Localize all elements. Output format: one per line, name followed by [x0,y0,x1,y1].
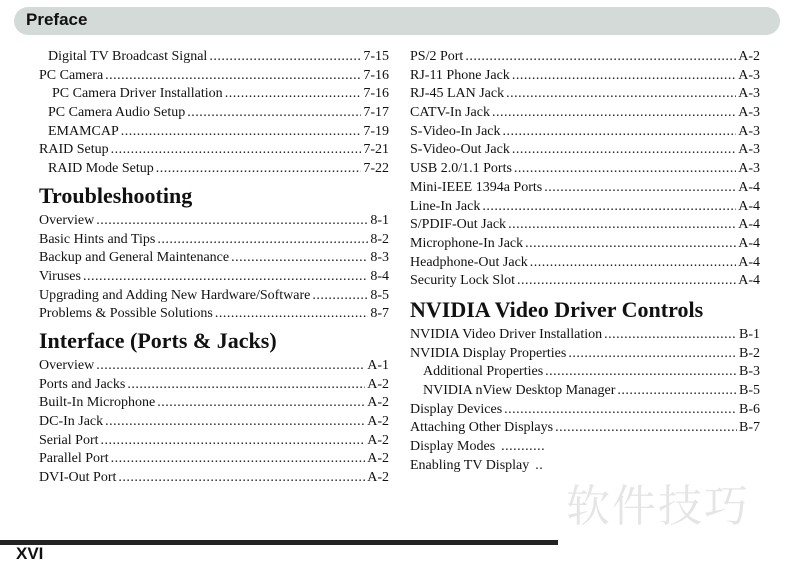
toc-entry-label: NVIDIA nView Desktop Manager [423,383,616,398]
toc-entry[interactable] [410,254,760,273]
toc-entry[interactable] [410,141,760,160]
toc-entry-label: DVI-Out Port [39,470,117,486]
toc-entry[interactable] [39,413,389,432]
toc-entry-page: A-3 [738,161,760,177]
toc-dot-leader [96,212,368,231]
toc-entry-label: S-Video-In Jack [410,123,501,139]
toc-entry[interactable] [39,104,389,123]
toc-entry[interactable] [39,305,389,324]
section-heading-troubleshooting[interactable]: Troubleshooting [39,182,193,208]
toc-entry-label: Microphone-In Jack [410,235,524,251]
toc-entry-page: 8-7 [370,306,389,322]
toc-entry[interactable] [410,123,760,142]
toc-entry-page: A-4 [738,198,760,214]
toc-entry[interactable] [410,419,760,438]
toc-dot-leader [312,287,368,306]
toc-entry-label: RAID Mode Setup [48,161,154,177]
toc-entry-page: A-1 [367,357,389,373]
toc-entry-label: Security Lock Slot [410,273,515,289]
toc-entry-page: B-7 [739,420,760,436]
toc-dot-leader [118,469,365,488]
toc-entry-page: 7-22 [363,161,389,177]
toc-entry-label: NVIDIA Display Properties [410,345,567,361]
page-title: Preface [26,10,88,29]
toc-entry-page: A-4 [738,235,760,251]
toc-entry-page: A-2 [367,376,389,392]
toc-entry-label: CATV-In Jack [410,105,490,121]
toc-entry[interactable] [410,345,760,364]
toc-dot-leader [504,401,737,420]
toc-entry[interactable] [410,160,760,179]
toc-dot-leader [544,179,736,198]
toc-entry-page: 7-17 [363,105,389,121]
toc-entry-page: A-3 [738,123,760,139]
toc-dot-leader [503,123,737,142]
toc-entry-page: A-2 [367,414,389,429]
toc-entry-page: B-5 [739,383,760,398]
toc-entry[interactable] [410,104,760,123]
toc-dot-leader [617,382,737,401]
toc-entry[interactable] [410,85,760,104]
toc-entry-page: 7-21 [363,142,389,158]
toc-entry-page: B-2 [739,345,760,361]
toc-entry-page: A-3 [738,86,760,102]
toc-dot-leader [127,376,365,395]
toc-entry-page: 8-5 [370,287,389,303]
toc-entry[interactable] [410,272,760,291]
toc-entry-page: 8-2 [370,231,389,247]
toc-dot-leader [568,345,737,364]
toc-entry[interactable] [39,67,389,86]
toc-entry[interactable] [39,268,389,287]
toc-dot-leader [530,254,736,273]
toc-dot-leader [111,450,366,469]
toc-dot-leader [187,104,361,123]
toc-entry[interactable] [410,326,760,345]
toc-dot-leader [465,48,736,67]
toc-entry-label: USB 2.0/1.1 Ports [410,161,512,177]
toc-dot-leader [508,216,736,235]
toc-entry[interactable] [410,363,760,382]
toc-entry-label: EMAMCAP [48,123,119,139]
toc-entry-label: RAID Setup [39,142,109,158]
toc-entry-page: 8-4 [370,268,389,284]
toc-entry[interactable] [410,438,760,457]
toc-entry-label: S-Video-Out Jack [410,142,510,158]
toc-dot-leader [111,141,362,160]
toc-left-column [39,48,389,488]
toc-entry[interactable] [39,394,389,413]
toc-dot-leader [512,67,736,86]
toc-entry[interactable] [39,287,389,306]
toc-entry-label: Ports and Jacks [39,376,126,392]
toc-entry[interactable] [410,235,760,254]
toc-entry-label: NVIDIA Video Driver Installation [410,326,603,342]
toc-entry[interactable] [39,357,389,376]
toc-entry-label: Viruses [39,268,81,284]
toc-entry-label: DC-In Jack [39,414,104,429]
toc-dot-leader [105,413,365,432]
toc-entry-label: Attaching Other Displays [410,420,554,436]
toc-entry-label: Display Devices [410,401,503,417]
toc-dot-leader [525,235,736,254]
toc-entry[interactable] [410,382,760,401]
toc-entry[interactable] [410,67,760,86]
toc-entry-page: B-1 [739,326,760,342]
toc-entry-label: PC Camera Audio Setup [48,105,186,121]
toc-entry[interactable] [410,179,760,198]
toc-entry-page: A-2 [367,470,389,486]
toc-entry-page: A-3 [738,105,760,121]
toc-dot-leader [225,85,362,104]
toc-dot-leader [482,198,736,217]
toc-dot-leader [156,160,362,179]
section-heading-nvidia[interactable]: NVIDIA Video Driver Controls [410,296,704,322]
toc-entry[interactable] [39,160,389,179]
toc-entry-page: 7-16 [363,67,389,83]
toc-group-interface [39,357,389,488]
toc-dot-leader: .. [535,457,544,473]
toc-entry-label: Headphone-Out Jack [410,254,528,270]
toc-entry[interactable] [39,450,389,469]
toc-entry-label: Backup and General Maintenance [39,250,230,266]
toc-entry[interactable] [39,141,389,160]
toc-dot-leader: ........... [501,439,546,455]
toc-entry-page: 7-15 [363,49,389,64]
toc-entry-page: A-3 [738,142,760,158]
toc-entry-label: Enabling TV Display [410,457,530,473]
toc-entry-label: S/PDIF-Out Jack [410,217,507,233]
toc-entry-label: Overview [39,212,95,228]
toc-entry[interactable] [410,401,760,420]
toc-dot-leader [157,394,365,413]
toc-entry[interactable] [39,432,389,451]
toc-group-preface-continued [39,48,389,179]
toc-entry-page: 8-3 [370,250,389,266]
toc-entry-label: Serial Port [39,432,99,448]
toc-dot-leader [105,67,361,86]
toc-entry-page: B-3 [739,364,760,380]
toc-right-column [410,48,760,475]
toc-entry-label: RJ-45 LAN Jack [410,86,505,102]
toc-entry-page: A-2 [367,432,389,448]
toc-dot-leader [517,272,736,291]
toc-dot-leader [96,357,365,376]
toc-entry-label: Digital TV Broadcast Signal [48,49,208,64]
toc-entry-page: A-2 [738,49,760,64]
toc-entry[interactable] [39,123,389,142]
toc-entry[interactable] [39,249,389,268]
toc-entry-label: PS/2 Port [410,49,464,64]
toc-entry-page: 7-19 [363,123,389,139]
toc-entry-label: RJ-11 Phone Jack [410,67,510,83]
toc-entry-page: A-4 [738,179,760,195]
header-bar [14,7,780,35]
toc-entry-page: A-2 [367,451,389,467]
toc-dot-leader [492,104,736,123]
toc-entry[interactable] [39,48,389,67]
toc-dot-leader [514,160,736,179]
toc-entry-label: PC Camera Driver Installation [52,86,223,102]
toc-entry-label: Additional Properties [423,364,544,380]
toc-entry-page: B-6 [739,401,760,417]
watermark: 软件技巧 [566,481,750,532]
toc-dot-leader [83,268,368,287]
toc-entry-page: A-3 [738,67,760,83]
section-heading-interface[interactable]: Interface (Ports & Jacks) [39,327,277,353]
toc-entry[interactable] [39,376,389,395]
toc-entry[interactable] [410,198,760,217]
toc-entry-label: Mini-IEEE 1394a Ports [410,179,543,195]
toc-entry[interactable] [39,469,389,488]
toc-group-nvidia [410,326,760,476]
toc-entry[interactable] [410,48,760,67]
toc-entry-label: Line-In Jack [410,198,481,214]
toc-dot-leader [545,363,737,382]
toc-entry-page: A-4 [738,273,760,289]
toc-dot-leader [157,231,368,250]
footer-rule [0,540,558,545]
toc-entry-label: Upgrading and Adding New Hardware/Software [39,287,311,303]
toc-entry-label: Problems & Possible Solutions [39,306,213,322]
page-number: XVI [16,544,44,563]
toc-entry-label: Overview [39,357,95,373]
toc-entry-page: A-4 [738,217,760,233]
toc-entry-label: Built-In Microphone [39,395,156,411]
toc-entry[interactable] [410,216,760,235]
toc-group-troubleshooting [39,212,389,324]
toc-entry-page: 8-1 [370,212,389,228]
toc-entry-label: Parallel Port [39,451,109,467]
toc-entry-page: A-2 [367,395,389,411]
toc-entry[interactable] [39,212,389,231]
toc-entry[interactable] [39,85,389,104]
toc-entry-label: PC Camera [39,67,104,83]
toc-dot-leader [231,249,368,268]
toc-dot-leader [215,305,368,324]
toc-dot-leader [101,432,366,451]
toc-entry-label: Display Modes [410,439,496,455]
toc-entry-page: A-4 [738,254,760,270]
toc-dot-leader [555,419,737,438]
toc-entry-label: Basic Hints and Tips [39,231,156,247]
toc-dot-leader [121,123,362,142]
toc-dot-leader [604,326,737,345]
toc-dot-leader [506,85,736,104]
toc-dot-leader [209,48,361,67]
toc-entry[interactable] [39,231,389,250]
toc-entry-page: 7-16 [363,86,389,102]
toc-dot-leader [512,141,736,160]
toc-group-interface-continued [410,48,760,291]
